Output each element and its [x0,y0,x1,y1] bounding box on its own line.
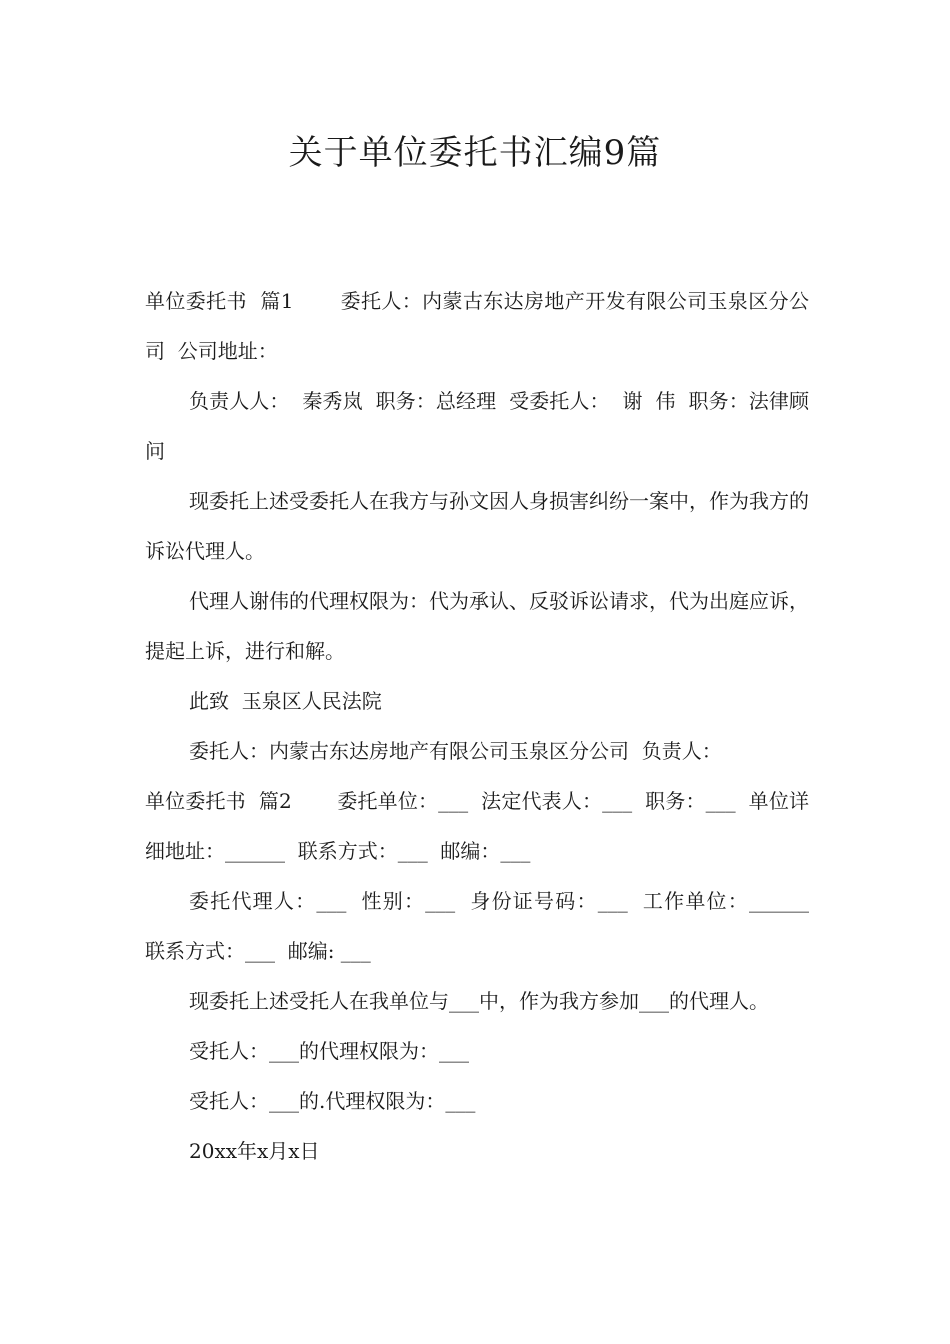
paragraph-12: 20xx年x月x日 [189,1139,320,1163]
paragraph-1: 单位委托书 篇1 委托人：内蒙古东达房地产开发有限公司玉泉区分公司 公司地址： [145,289,809,363]
paragraph-10: 受托人：___的代理权限为：___ [189,1039,469,1063]
paragraph-8: 委托代理人：___ 性别：___ 身份证号码：___ 工作单位：______ 联系方式：___ 邮编: ___ [145,889,822,963]
document-body [145,276,822,1176]
paragraph-9: 现委托上述受托人在我单位与___中，作为我方参加___的代理人。 [189,989,769,1013]
paragraph-5: 此致 玉泉区人民法院 [189,689,382,713]
paragraph-2: 负责人人： 秦秀岚 职务：总经理 受委托人： 谢 伟 职务：法律顾问 [145,389,809,463]
document-title: 关于单位委托书汇编9篇 [288,133,662,173]
paragraph-6: 委托人：内蒙古东达房地产有限公司玉泉区分公司 负责人： [189,739,722,763]
paragraph-11: 受托人：___的.代理权限为：___ [189,1089,476,1113]
paragraph-3: 现委托上述受委托人在我方与孙文因人身损害纠纷一案中，作为我方的诉讼代理人。 [145,489,809,563]
paragraph-4: 代理人谢伟的代理权限为：代为承认、反驳诉讼请求，代为出庭应诉，提起上诉，进行和解。 [145,589,809,663]
paragraph-7: 单位委托书 篇2 委托单位：___ 法定代表人：___ 职务：___ 单位详细地址：______ 联系方式：___ 邮编：___ [145,789,809,863]
